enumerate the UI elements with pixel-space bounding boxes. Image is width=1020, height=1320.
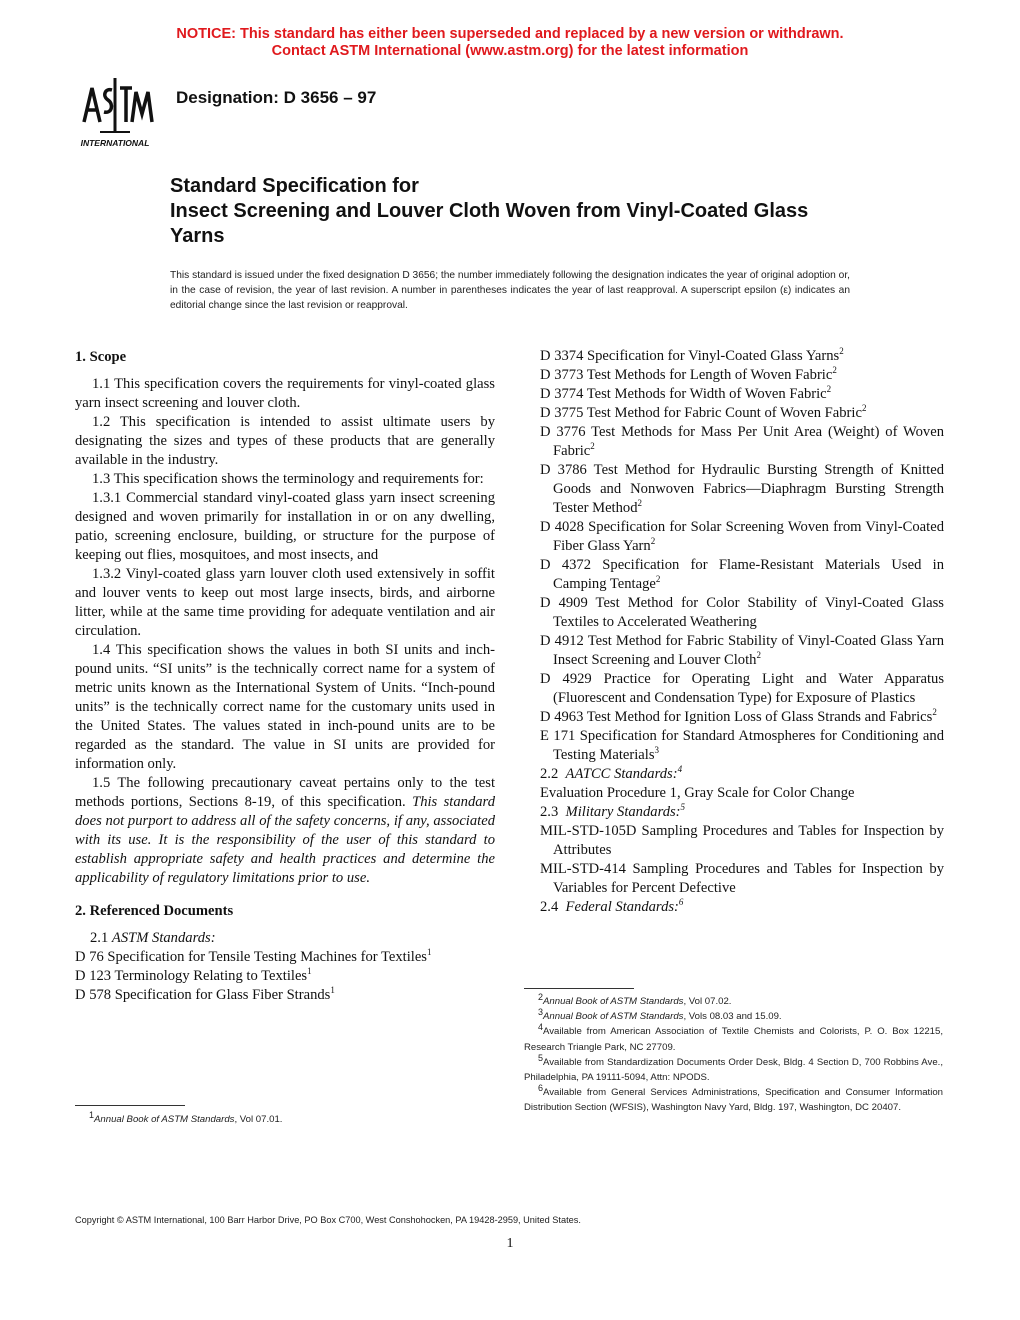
reference-footnote-mark: 1 (426, 947, 432, 958)
reference-footnote-mark: 2 (590, 441, 595, 452)
reference-item (540, 347, 944, 366)
footnote-number: 2 (538, 991, 544, 1002)
footnote-italic: Annual Book of ASTM Standards (543, 1011, 684, 1023)
section-heading-scope: 1. Scope (75, 349, 127, 365)
reference-text: D 76 Specification for Tensile Testing Machines for Textiles (75, 949, 427, 965)
footnote (75, 1109, 495, 1127)
reference-item (540, 461, 944, 518)
footnote (524, 1052, 943, 1085)
reference-text: MIL-STD-105D Sampling Procedures and Tables for Inspection by Attributes (540, 823, 944, 858)
footnote-number: 4 (538, 1022, 544, 1033)
reference-footnote-mark: 2 (655, 574, 661, 585)
reference-footnote-mark: 2 (650, 536, 656, 547)
right-column (540, 347, 944, 917)
safety-caveat: This standard does not purport to address all of the safety concerns, if any, associated with its use. It is the responsibility of the user of this standard to establish appropriate safety and health practices and determine the applicability of regulatory limitations prior to use. (75, 794, 495, 886)
designation: Designation: D 3656 – 97 (176, 88, 377, 107)
reference-item (540, 860, 944, 898)
reference-text: D 3776 Test Methods for Mass Per Unit Area (Weight) of Woven Fabric (540, 424, 944, 459)
reference-item (75, 967, 495, 986)
title-line-2: Insect Screening and Louver Cloth Woven from Vinyl-Coated Glass Yarns (170, 200, 809, 247)
reference-text: D 4929 Practice for Operating Light and Water Apparatus (Fluorescent and Condensation Type) for Exposure of Plastics (540, 671, 944, 706)
fed-num: 2.4 (540, 899, 559, 915)
footnotes-left (75, 1109, 495, 1127)
notice-line-1: NOTICE: This standard has either been superseded and replaced by a new version or withdrawn. (176, 26, 844, 42)
footnote-text: Available from General Services Administrations, Specification and Consumer Information Distribution Section (WFSIS), Washington Navy Yard, Bldg. 197, Washington, DC 20407. (524, 1087, 943, 1114)
reference-item (540, 594, 944, 632)
subsection-military (540, 803, 944, 822)
para-1-5 (75, 774, 495, 888)
astm-logo (70, 74, 160, 152)
reference-text: D 3786 Test Method for Hydraulic Bursting Strength of Knitted Goods and Nonwoven Fabrics—Diaphragm Bursting Strength Tester Method (540, 462, 944, 516)
copyright-line: Copyright © ASTM International, 100 Barr Harbor Drive, PO Box C700, West Conshohocken, PA 19428-2959, United States. (75, 1215, 581, 1225)
mil-label: Military Standards: (565, 804, 681, 820)
fed-label: Federal Standards: (565, 899, 679, 915)
reference-text: D 4912 Test Method for Fabric Stability of Vinyl-Coated Glass Yarn Insect Screening and Louver Cloth (540, 633, 944, 668)
reference-item (540, 670, 944, 708)
page-number: 1 (506, 1236, 514, 1251)
para-1-4: 1.4 This specification shows the values in both SI units and inch-pound units. “SI units” is the technically correct name for a system of metric units known as the International System of Units. “Inch-pound units” is the technically correct name for the customary units used in the United States. The values stated in inch-pound units are to be regarded as the standard. The value in SI units are provided for information only. (75, 642, 495, 772)
astm-num: 2.1 (90, 930, 109, 946)
reference-item (540, 366, 944, 385)
reference-footnote-mark: 2 (637, 498, 642, 509)
subsection-federal (540, 898, 944, 917)
reference-text: D 4963 Test Method for Ignition Loss of Glass Strands and Fabrics (540, 709, 933, 725)
aatcc-sup: 4 (677, 764, 683, 775)
astm-label: ASTM Standards: (111, 930, 216, 946)
mil-sup: 5 (680, 802, 686, 813)
footnote-italic: Annual Book of ASTM Standards (543, 996, 684, 1007)
reference-footnote-mark: 2 (861, 403, 867, 414)
reference-text: D 3374 Specification for Vinyl-Coated Glass Yarns (540, 348, 840, 364)
subsection-astm (75, 929, 495, 948)
reference-item (540, 423, 944, 461)
reference-text: D 4372 Specification for Flame-Resistant Materials Used in Camping Tentage (540, 557, 944, 592)
reference-footnote-mark: 2 (756, 650, 761, 661)
reference-footnote-mark: 1 (307, 966, 312, 977)
section-heading-refdocs: 2. Referenced Documents (75, 903, 234, 919)
reference-text: D 3774 Test Methods for Width of Woven Fabric (540, 386, 827, 402)
reference-text: D 3773 Test Methods for Length of Woven Fabric (540, 367, 833, 383)
para-1-3: 1.3 This specification shows the terminology and requirements for: (92, 471, 484, 487)
footnote (524, 1009, 943, 1024)
para-1-3-2: 1.3.2 Vinyl-coated glass yarn louver cloth used extensively in soffit and louver vents to keep out most large insects, birds, and airborne litter, while at the same time providing for adequate ventilation and air circulation. (75, 566, 495, 639)
reference-footnote-mark: 2 (839, 346, 844, 357)
subsection-aatcc (540, 765, 944, 784)
military-reference-list (540, 822, 944, 898)
reference-item (75, 948, 495, 967)
document-title (170, 174, 850, 249)
reference-item (75, 986, 495, 1005)
reference-item (540, 632, 944, 670)
fed-sup: 6 (678, 897, 684, 908)
footnotes-right (524, 991, 943, 1116)
logo-subtitle: INTERNATIONAL (80, 138, 150, 148)
footnote-text: , Vol 07.02. (683, 996, 732, 1007)
footnote (524, 991, 943, 1009)
supersession-notice (0, 26, 1020, 60)
footnote-rule-right (524, 988, 634, 989)
footnote-text: Available from Standardization Documents Order Desk, Bldg. 4 Section D, 700 Robbins Ave., Philadelphia, PA 19111-5094, Attn: NPODS. (524, 1056, 943, 1084)
reference-footnote-mark: 2 (932, 707, 937, 718)
footnote-number: 6 (538, 1083, 544, 1094)
reference-footnote-mark: 1 (330, 985, 335, 996)
reference-item (540, 518, 944, 556)
reference-item (540, 385, 944, 404)
reference-footnote-mark: 2 (832, 365, 837, 376)
reference-item (540, 822, 944, 860)
reference-item (540, 404, 944, 423)
para-1-3-1: 1.3.1 Commercial standard vinyl-coated glass yarn insect screening designed and woven primarily for installation in or on any dwelling, patio, screening enclosure, building, or structure for the purpose of keeping out flies, mosquitoes, and most insects, and (75, 490, 495, 563)
issuance-statement: This standard is issued under the fixed designation D 3656; the number immediately following the designation indicates the year of original adoption or, in the case of revision, the year of last revision. A number in parentheses indicates the year of last reapproval. A superscript epsilon (ε) indicates an editorial change since the last revision or reapproval. (170, 270, 850, 311)
aatcc-num: 2.2 (540, 766, 559, 782)
reference-text: D 3775 Test Method for Fabric Count of Woven Fabric (540, 405, 862, 421)
title-line-1: Standard Specification for (170, 175, 419, 197)
footnote-text: , Vols 08.03 and 15.09. (683, 1011, 782, 1023)
footnote-text: , Vol 07.01. (234, 1114, 283, 1125)
reference-text: MIL-STD-414 Sampling Procedures and Tables for Inspection by Variables for Percent Defective (540, 861, 944, 896)
mil-num: 2.3 (540, 804, 559, 820)
reference-item (540, 556, 944, 594)
footnote-number: 1 (89, 1109, 95, 1120)
reference-footnote-mark: 2 (826, 384, 832, 395)
reference-text: D 4028 Specification for Solar Screening Woven from Vinyl-Coated Fiber Glass Yarn (540, 519, 944, 554)
reference-item (540, 708, 944, 727)
footnote-number: 3 (538, 1007, 544, 1018)
footnote (524, 1085, 943, 1115)
aatcc-label: AATCC Standards: (565, 766, 678, 782)
para-1-2: 1.2 This specification is intended to assist ultimate users by designating the sizes and types of these products that are generally available in the industry. (75, 414, 495, 468)
footnote-rule-left (75, 1105, 185, 1106)
aatcc-item: Evaluation Procedure 1, Gray Scale for Color Change (540, 785, 855, 801)
para-1-1: 1.1 This specification covers the requirements for vinyl-coated glass yarn insect screening and louver cloth. (75, 376, 495, 411)
reference-text: E 171 Specification for Standard Atmospheres for Conditioning and Testing Materials (540, 728, 944, 763)
notice-line-2: Contact ASTM International (www.astm.org) for the latest information (271, 43, 749, 59)
reference-item (540, 727, 944, 765)
reference-text: D 578 Specification for Glass Fiber Strands (75, 987, 331, 1003)
left-column (75, 348, 495, 1005)
footnote-number: 5 (538, 1052, 544, 1063)
reference-text: D 4909 Test Method for Color Stability of Vinyl-Coated Glass Textiles to Accelerated Weathering (540, 595, 944, 630)
reference-footnote-mark: 3 (654, 745, 660, 756)
footnote (524, 1024, 943, 1054)
para-1-5-text: 1.5 The following precautionary caveat pertains only to the test methods portions, Sections 8-19, of this specification. (75, 775, 495, 810)
right-reference-list (540, 347, 944, 765)
logo-letters: ASTM (113, 104, 117, 105)
footnote-text: Available from American Association of Textile Chemists and Colorists, P. O. Box 12215, Research Triangle Park, NC 27709. (524, 1026, 943, 1053)
footnote-italic: Annual Book of ASTM Standards (94, 1114, 235, 1125)
reference-text: D 123 Terminology Relating to Textiles (75, 968, 308, 984)
left-reference-list (75, 948, 495, 1005)
